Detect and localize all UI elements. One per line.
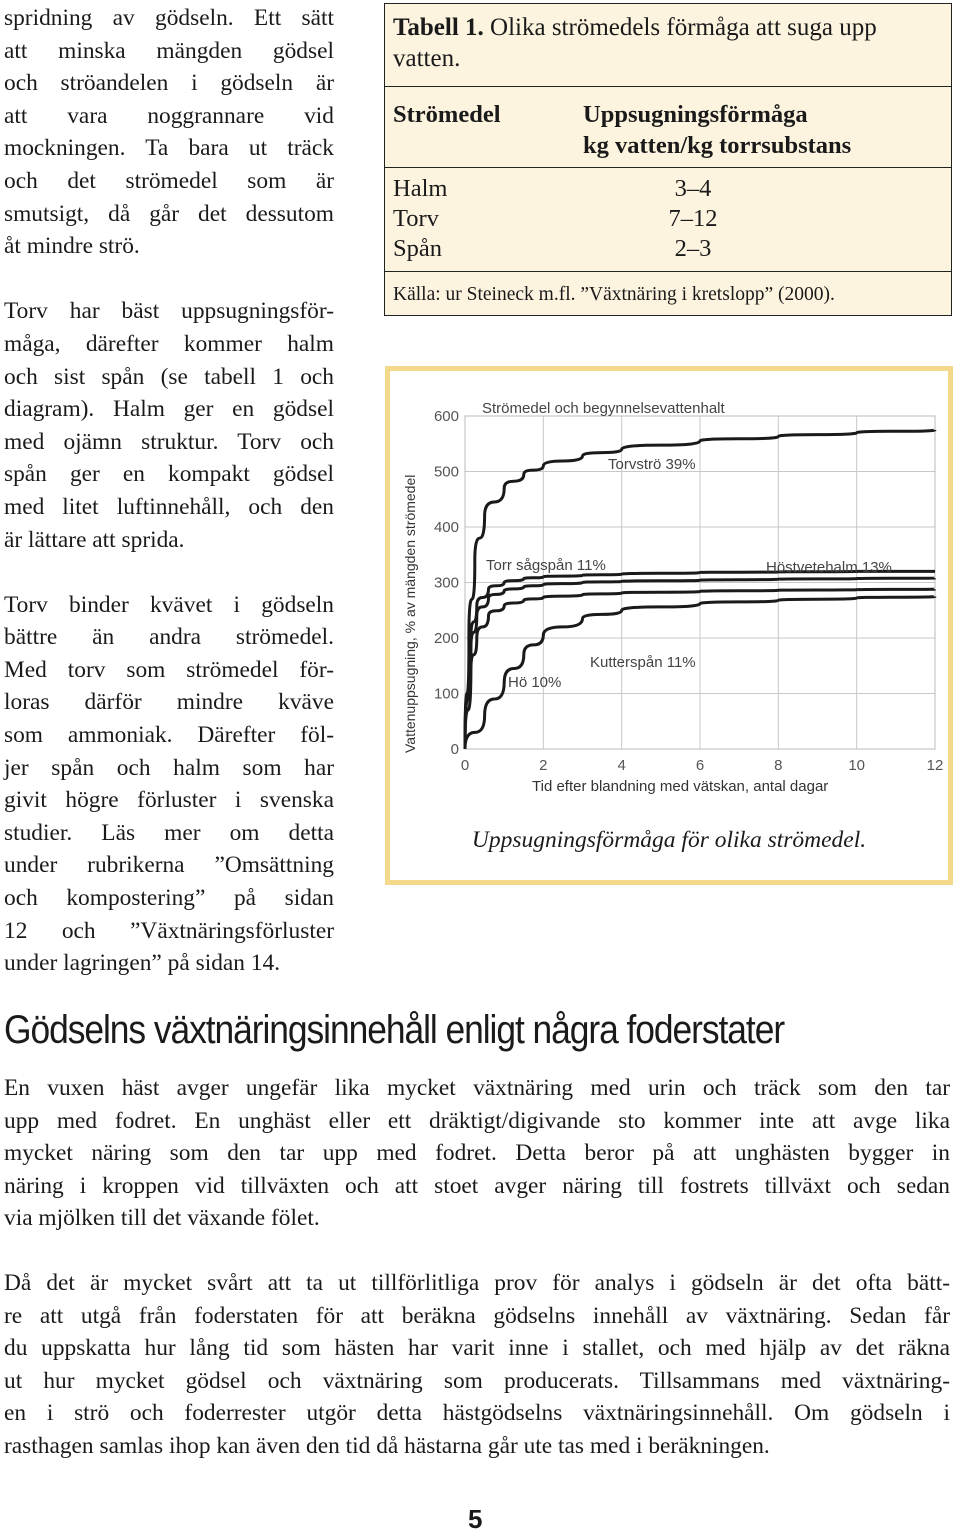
text-line: Torv binder kvävet i gödseln	[4, 591, 334, 618]
x-tick-label: 8	[774, 757, 783, 774]
text-line: jer spån och halm som har	[4, 754, 334, 781]
table-source: Källa: ur Steineck m.fl. ”Växtnäring i kretslopp” (2000).	[393, 284, 835, 305]
table-top-rule	[385, 86, 951, 87]
text-line: mycket näring som den tar upp med fodret. Detta beror på att unghästen bygger in	[4, 1140, 950, 1167]
text-line: ut hur mycket gödsel och växtnäring som producerats. Tillsammans med växtnäring-	[4, 1367, 950, 1394]
text-line: under lagringen” på sidan 14.	[4, 950, 281, 977]
chart-caption: Uppsugningsförmåga för olika strömedel.	[471, 827, 867, 853]
table-cell-value: 7–12	[668, 205, 718, 232]
text-line: och ströandelen i gödseln är	[4, 70, 334, 97]
chart-y-axis-label: Vattenuppsugning, % av mängden strömedel	[402, 474, 418, 753]
table-cell-value: 3–4	[674, 175, 712, 202]
text-line: re att utgå från foderstaten för att beräkna gödselns innehåll av växtnäring. Sedan får	[4, 1302, 950, 1329]
table-header-material: Strömedel	[393, 101, 501, 128]
text-line: diagram). Halm ger en gödsel	[4, 396, 334, 423]
text-line: rasthagen samlas ihop kan även den tid då hästarna går ute tas med i beräkningen.	[4, 1432, 770, 1459]
table-cell-material: Torv	[393, 205, 439, 232]
text-line: loras därför mindre kväve	[4, 689, 334, 716]
annotation-torr-sagspan: Torr sågspån 11%	[486, 557, 606, 574]
y-tick-label: 200	[433, 630, 459, 647]
y-tick-label: 100	[433, 685, 459, 703]
table-bottom-rule	[385, 271, 951, 272]
text-line: och det strömedel som är	[4, 167, 334, 194]
text-line: näring i kroppen vid tillväxten och att stoet avger näring till fostrets tillväxt och sedan	[4, 1172, 950, 1199]
x-tick-label: 2	[539, 757, 548, 774]
section-title: Gödselns växtnäringsinnehåll enligt några foderstater	[4, 1008, 785, 1052]
table-title	[393, 12, 948, 74]
x-tick-label: 0	[460, 757, 470, 774]
left-paragraph-3	[4, 589, 334, 980]
y-tick-label: 400	[433, 519, 459, 536]
y-tick-label: 500	[433, 463, 459, 481]
left-paragraph-1	[4, 2, 334, 263]
chart-title: Strömedel och begynnelsevattenhalt	[482, 400, 725, 417]
table-header-unit: kg vatten/kg torrsubstans	[583, 132, 852, 159]
table-cell-material: Spån	[393, 235, 442, 262]
table-header-rule	[385, 167, 951, 168]
page-number: 5	[468, 1504, 483, 1534]
body-paragraph-2	[4, 1267, 950, 1463]
annotation-ho: Hö 10%	[508, 674, 562, 691]
table-cell-value: 2–3	[674, 235, 712, 262]
text-line: under rubrikerna ”Omsättning	[4, 852, 334, 879]
text-line: En vuxen häst avger ungefär lika mycket växtnäring med urin och träck som den tar	[4, 1075, 950, 1101]
text-line: att vara noggrannare vid	[4, 102, 334, 129]
table-label: Tabell 1.	[393, 14, 484, 41]
text-line: och sist spån (se tabell 1 och	[4, 363, 334, 390]
text-line: Torv har bäst uppsugningsför-	[4, 298, 334, 325]
text-line: smutsigt, då går det dessutom	[4, 200, 334, 227]
left-column	[4, 2, 334, 980]
text-line: mockningen. Ta bara ut träck	[4, 135, 334, 162]
absorption-chart	[390, 371, 948, 880]
text-line: spån ger en kompakt gödsel	[4, 461, 334, 488]
y-tick-label: 0	[450, 741, 459, 758]
chart-panel	[385, 366, 953, 885]
text-line: upp med fodret. En unghäst eller ett dräktigt/digivande sto kommer inte att avge lika	[4, 1107, 950, 1134]
text-line: 12 och ”Växtnäringsförluster	[4, 917, 334, 944]
table-cell-material: Halm	[393, 175, 448, 202]
chart-grid	[465, 416, 935, 749]
x-tick-label: 4	[617, 757, 626, 774]
text-line: du uppskatta hur lång tid som hästen har varit inne i stallet, och med hjälp av det räkna	[4, 1335, 950, 1362]
text-line: och kompostering” på sidan	[4, 885, 334, 912]
text-line: måga, därefter kommer halm	[4, 330, 334, 357]
body-paragraph-1	[4, 1072, 950, 1235]
y-tick-label: 300	[433, 574, 459, 592]
left-paragraph-2	[4, 295, 334, 556]
text-line: studier. Läs mer om detta	[4, 819, 334, 846]
text-line: en i strö och foderrester utgör detta hästgödselns växtnäringsinnehåll. Om gödseln i	[4, 1400, 950, 1427]
x-tick-label: 12	[926, 757, 944, 774]
x-tick-label: 10	[848, 757, 866, 774]
chart-labels	[402, 400, 892, 795]
text-line: att minska mängden gödsel	[4, 37, 334, 64]
table-caption: Olika strömedels förmåga att suga upp vatten.	[393, 14, 877, 72]
table-1	[384, 3, 952, 316]
y-tick-label: 600	[433, 408, 459, 425]
text-line: åt mindre strö.	[4, 233, 140, 260]
text-line: med litet luftinnehåll, och den	[4, 493, 334, 520]
x-tick-label: 6	[695, 757, 705, 774]
text-line: Då det är mycket svårt att ta ut tillförlitliga prov för analys i gödseln är det ofta bätt-	[4, 1270, 950, 1296]
annotation-torvstro: Torvströ 39%	[608, 456, 696, 473]
table-header-absorption: Uppsugningsförmåga	[583, 101, 808, 128]
text-line: är lättare att sprida.	[4, 526, 185, 553]
text-line: med ojämn struktur. Torv och	[4, 428, 334, 455]
text-line: via mjölken till det växande fölet.	[4, 1205, 320, 1232]
text-line: givit högre förluster i svenska	[4, 787, 334, 814]
annotation-hostvetehalm: Höstvetehalm 13%	[766, 559, 892, 576]
text-line: bättre än andra strömedel.	[4, 624, 334, 651]
text-line: som ammoniak. Därefter föl-	[4, 722, 334, 749]
text-line: Med torv som strömedel för-	[4, 656, 334, 683]
chart-x-axis-label: Tid efter blandning med vätskan, antal dagar	[532, 778, 829, 795]
text-line: spridning av gödseln. Ett sätt	[4, 5, 334, 31]
annotation-kutterspan: Kutterspån 11%	[590, 654, 696, 671]
